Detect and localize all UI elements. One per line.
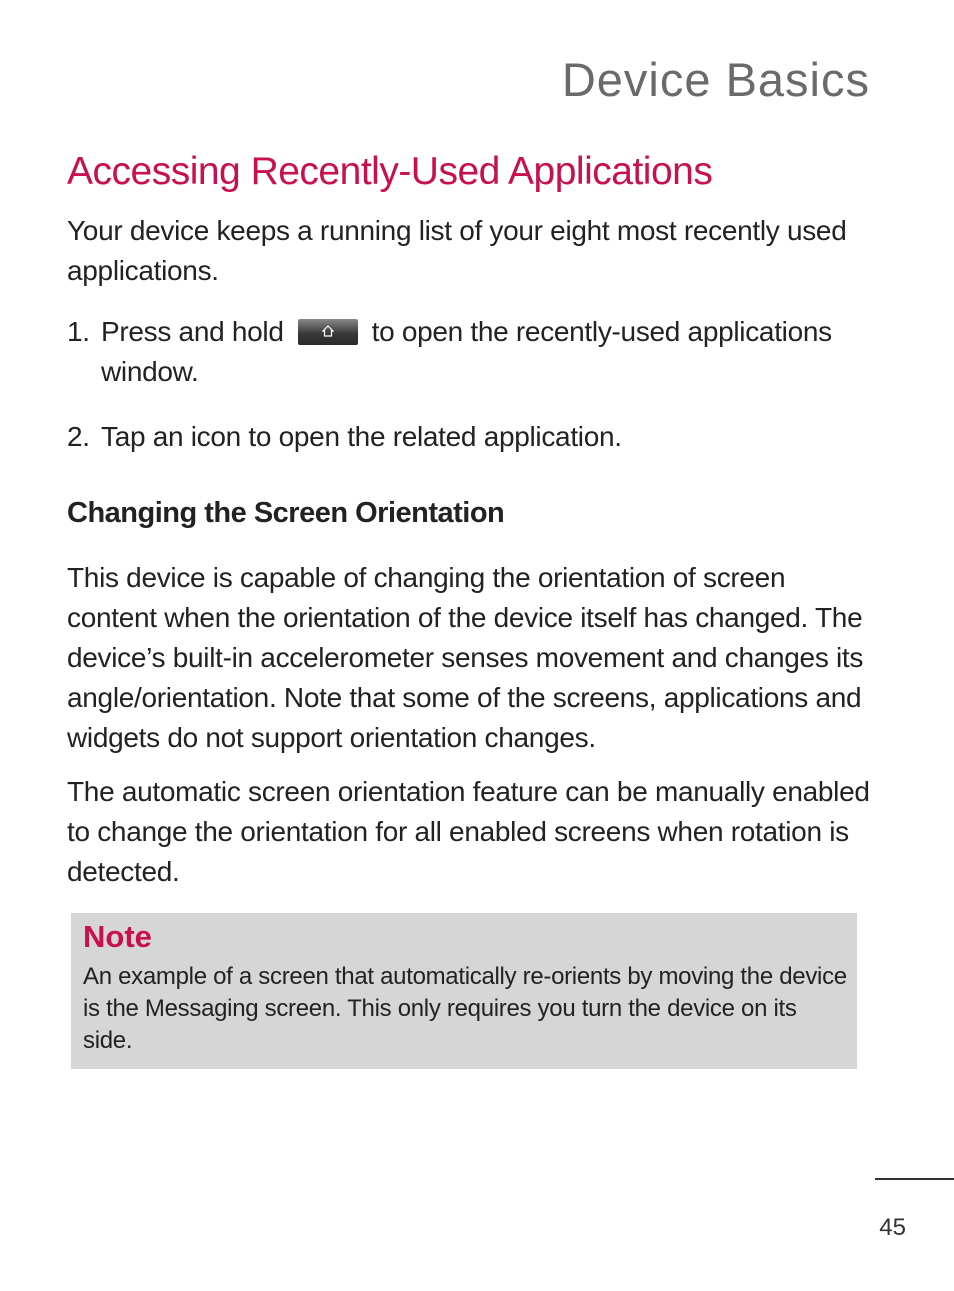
home-key-icon <box>298 319 358 345</box>
note-text: An example of a screen that automatically re-orients by moving the device is the Messaging screen. This only requires you turn the device on its side. <box>83 963 847 1054</box>
step-continuation: window. <box>101 356 199 387</box>
subsection-heading: Changing the Screen Orientation <box>67 497 505 529</box>
step-number: 1. <box>67 316 90 347</box>
section-heading: Accessing Recently-Used Applications <box>67 150 713 193</box>
footer-divider <box>875 1178 954 1180</box>
orientation-paragraph-2: The automatic screen orientation feature can be manually enabled to change the orientation for all enabled screens when rotation is detected. <box>67 776 870 887</box>
orientation-paragraph-1: This device is capable of changing the orientation of screen content when the orientation of the device itself has changed. The device’s built-in accelerometer senses movement and changes its angle/orientation. Note that some of the screens, applications and widgets do not support orientation changes. <box>67 562 864 753</box>
step-1 <box>67 312 882 392</box>
note-title: Note <box>83 919 152 954</box>
page-number: 45 <box>879 1214 906 1241</box>
step-text: Tap an icon to open the related application. <box>101 421 622 452</box>
step-2 <box>67 417 882 457</box>
intro-paragraph: Your device keeps a running list of your eight most recently used applications. <box>67 215 847 286</box>
step-number: 2. <box>67 421 90 452</box>
step-text-before: Press and hold <box>101 316 284 347</box>
step-text-after: to open the recently-used applications <box>371 316 832 347</box>
chapter-title: Device Basics <box>561 53 870 106</box>
note-box <box>71 913 857 1069</box>
